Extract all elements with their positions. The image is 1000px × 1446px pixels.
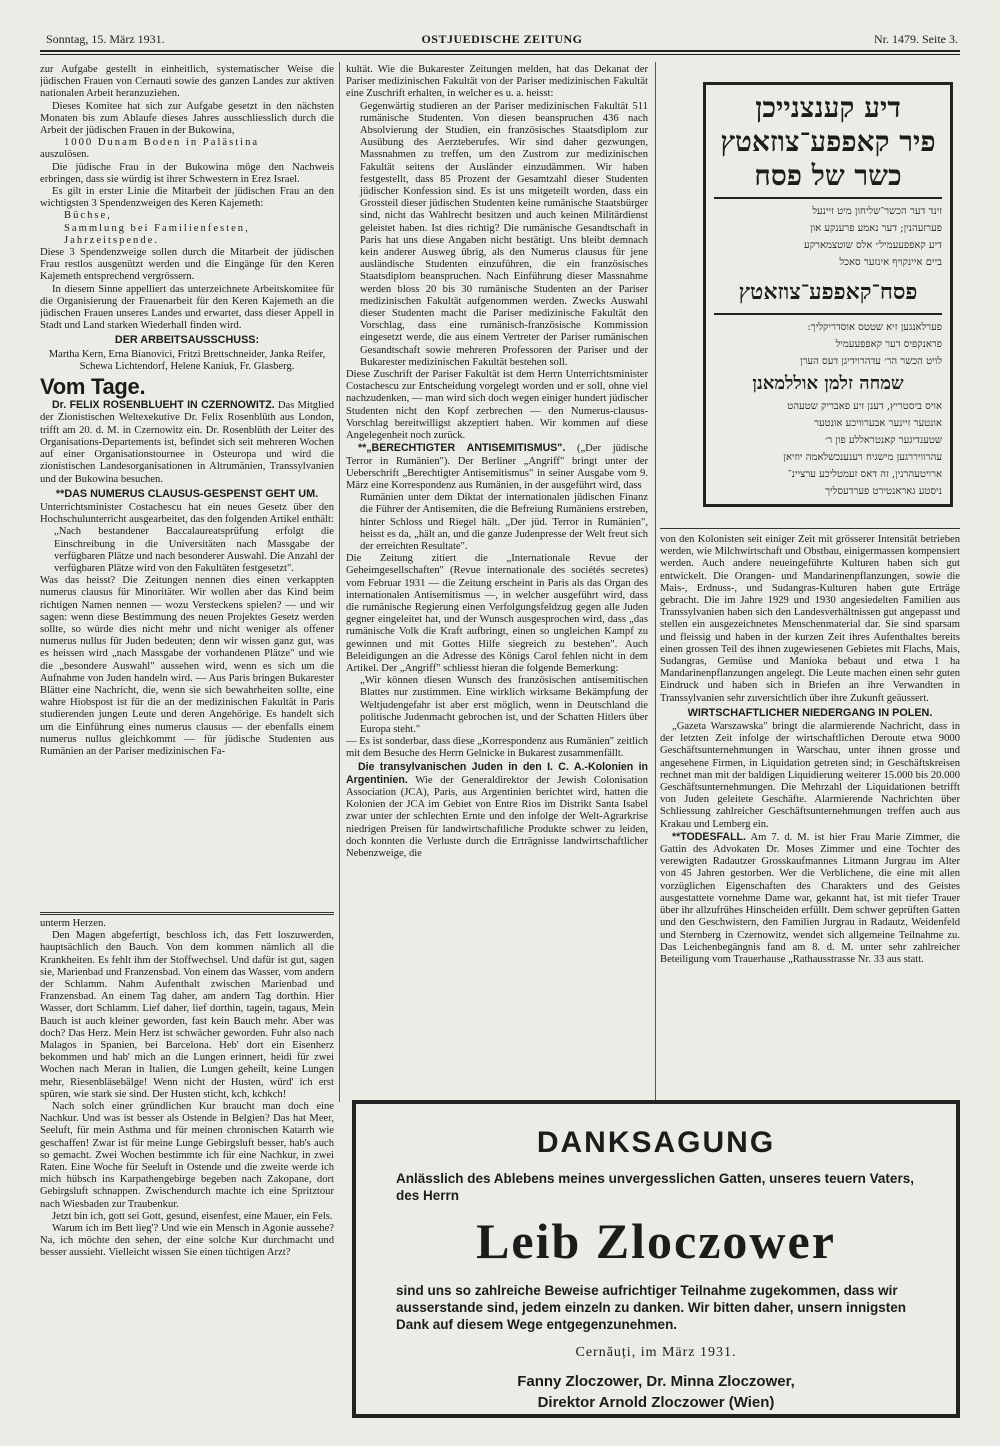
column-2 <box>346 64 648 1094</box>
ad-text: שטענדיגער קאנטראללע פון ר׳ <box>824 435 942 446</box>
ad-text: זינד דער הכשר־שליחון מיט זיינעל <box>812 206 942 217</box>
article-headline: WIRTSCHAFTLICHER NIEDERGANG IN POLEN. <box>687 706 933 719</box>
article-paragraph: auszulösen. <box>40 149 90 161</box>
ad-headline: דיע קענצנייכן <box>755 91 901 124</box>
ad-headline: פיר קאפפע־צוזאטץ <box>720 125 936 158</box>
column-divider-1 <box>339 62 340 1102</box>
ad-subheadline: שמחה זלמן אוללמאנן <box>752 373 904 394</box>
article-paragraph: unterm Herzen. <box>40 918 106 929</box>
ad-text: פראנקפיס דער קאפפעעמיל <box>835 339 942 350</box>
article-headline: **TODESFALL. <box>672 830 746 843</box>
list-item: Jahrzeitspende. <box>64 234 160 246</box>
article-paragraph: Diese Zuschrift der Pariser Fakultät ist dem Herrn Unterrichtsminister Costachescu zur Entscheidung vorgelegt worden und er soll, ohne viel nachzudenken, — man wird sich doch wegen einiger hundert jüdischer Studenten nicht den Kopf zerbrechen — den Numerus-clausus-Vorschlag bereitwilligst akzeptiert haben. Wir kommen auf diese Angelegenheit noch zurück. <box>346 369 648 442</box>
article-body: Das Mitglied der Zionistischen Weltexekutive Dr. Felix Rosenblüth aus London, trifft am 20. d. M. in Czernowitz ein. Dr. Rosenblüth der Leiter des Organisations-Departements ist, befindet sich seit mehreren Wochen auf einer Organisationstournee in Osteuropa und wird die zionistischen Landesorganisationen in Altrumänien, Transsylvanien und der Bukowina besuchen. <box>40 400 334 485</box>
signature-names: Martha Kern, Erna Bianovici, Fritzi Brettschneider, Janka Reifer, Schewa Lichtendorf, Helene Kaniuk, Fr. Glasberg. <box>48 348 326 372</box>
notice-body: sind uns so zahlreiche Beweise aufrichtiger Teilnahme zugekommen, dass wir ausserstande sind, jedem einzeln zu danken. Wir bitten daher, unsern innigsten Dank auf diesem Wege entgegenzunehmen. <box>396 1283 906 1332</box>
article-paragraph: Nach solch einer gründlichen Kur braucht man doch eine Nachkur. Und was ist besser als Ostende in Belgien? Das hat Meer, Seeluft, für mein Asthma und für meinen chronischen Katarrh wie geschaffen! Zwar ist für meine Lunge Gebirgsluft besser, hab's auch so gemacht. Zwei Wochen bestimmte ich für eine Nachkur, in zwei Raten. Eine Woche für Seeluft in Ostende und die zweite werde ich mich hübsch ins Karpathengebirge begeben nach Zakopane, dort Gebirgsluft schnappen. Zwischendurch machte ich eine Spritztour nach Wiesbaden zur Traubenkur. <box>40 1101 334 1210</box>
quote: Rumänien unter dem Diktat der internationalen jüdischen Finanz die Führer der Antisemiten, die die Befreiung Rumäniens erstreben, hinter Schloss und Riegel hält. „Der jüd. Terror in Rumänien", heisst es da, „hält an, und die ganze Judenpresse der Welt freut sich der erreichten Resultate". <box>360 492 648 552</box>
article-paragraph: Was das heisst? Die Zeitungen nennen dies einen verkappten numerus clausus für Minoritäter. Wir wollen aber das Kind beim richtigen Namen nennen — wozu Versteckens spielen? — und wir sagen: wenn diese Bestimmung des neuen Projektes Gesetz werden sollte, so würde dies nicht mehr und nicht weniger als offener numerus nullus für Juden bedeuten; denn wir wissen ganz gut, was es heissen wird „nach Massgabe der vorhandenen Plätze" und wie die „besondere Auswahl" aussehen wird, wenn es sich um die Aufnahme von Juden handeln wird. — Aus Paris bringen Bukarester Blätter eine Nachricht, die, wenn sie sich bewahrheiten sollte, eine wahre Hiobspost ist für die an der medizinischen Fakultät in Paris studierenden jungen Leute und deren Angehörige. Es handelt sich um die Einführung eines numerus clausus — der ebenfalls einem numerus nullus gleichkommt — für jüdische Studenten aus Rumänien an der Pariser medizinischen Fa- <box>40 575 334 757</box>
ad-text: דיע קאפפעעמיל״ אלס שוטצמארקע <box>804 240 942 251</box>
ad-text: ביים איינקויף אינזער סאכל <box>839 257 942 268</box>
article-paragraph: Unterrichtsminister Costachescu hat ein neues Gesetz über den Hochschulunterricht ausgearbeitet, das den folgenden Artikel enthält: <box>40 501 334 526</box>
article-paragraph: 1000 Dunam Boden in Palästina <box>64 137 260 149</box>
ad-subheadline: פסח־קאפפע־צוזאטץ <box>738 279 918 305</box>
ad-text: פערזעהנין; דער נאמע פרענקע און <box>810 223 942 234</box>
article-body: („Der jüdische Terror in Rumänien"). Der Berliner „Angriff" bringt unter der Ueberschrift „Berechtigter Antisemitismus" in seiner Ausgabe vom 9. März eine Korrespondenz aus Rumänien, in der ausgeführt wird, dass <box>346 443 648 491</box>
column-divider-2 <box>655 62 656 1102</box>
masthead: OSTJUEDISCHE ZEITUNG <box>421 32 583 46</box>
quote: „Wir können diesen Wunsch des französischen antisemitischen Blattes nur zustimmen. Eine wirklich wirksame Bekämpfung der Weltjudengefahr ist aber erst möglich, wenn in Deutschland die politische Judenmacht gebrochen ist, und der Schatten Hitlers über Europa steht." <box>360 675 648 735</box>
ad-rule <box>714 197 942 199</box>
notice-title: DANKSAGUNG <box>536 1126 776 1159</box>
article-headline: **„BERECHTIGTER ANTISEMITISMUS". <box>358 442 566 455</box>
article-paragraph: In diesem Sinne appelliert das unterzeichnete Arbeitskomitee für die Organisierung der Frauenarbeit für den Keren Kajemeth an die jüdischen Frauen unseres Landes und erwartet, dass dieser Appell in Stadt und Land starken Wiederhall finden wird. <box>40 283 334 332</box>
ad-text: אויס ביסטריץ, דענן זיע פאבריק שטעהט <box>787 401 942 412</box>
ad-text: לויט הכשר הר׳ עדהרוידיגן דעס הערן <box>799 356 942 367</box>
header-rule <box>40 50 960 55</box>
ad-text: פערלאנגען זיא שטטס אוסדריקליך: <box>807 322 942 333</box>
article-paragraph: Dieses Komitee hat sich zur Aufgabe gesetzt in den nächsten Monaten bis zum Ablaufe dieses Jahres ausschliesslich durch die Arbeit der jüdischen Frauen in der Bukowina, <box>40 100 334 137</box>
article-paragraph: Die Zeitung zitiert die „Internationale Revue der Geheimgesellschaften" (Revue internationale des sociétés secretes) vom Februar 1931 — die Zeitung erscheint in Paris als das Organ des internationalen Antisemitismus —, in welcher ausgeführt wird, dass die rumänische Regierung einen Verfolgungsfeldzug gegen alle Juden gegner eingeleitet hat, und der Wunsch ausgesprochen wird, dass „das rumänische Volk die Kraft aufbringt, einen so ungleichen Kampf zu gewinnen und mit Gottes Hilfe siegreich zu bestehen". Auch Beleidigungen an die Adresse des Königs Carol fehlen nicht in dem Artikel. Der „Angriff" schliesst hieran die folgende Bemerkung: <box>346 553 648 674</box>
hebrew-coffee-ad <box>703 82 953 507</box>
issue-number: Nr. 1479. Seite 3. <box>874 32 958 46</box>
feuilleton-divider <box>40 912 334 915</box>
feuilleton-column <box>40 918 334 1418</box>
article-body: Wie der Generaldirektor der Jewish Colonisation Association (JCA), Paris, aus Argentinien berichtet wird, hatten die Kolonien der JCA im Gebiet von Entre Rios im Distrikt Santa Isabel zwar unter der schlechten Ernte und den infolge der Welt-Agrarkrise niedrigen Preisen für landwirtschaftliche Produkte schwer zu leiden, doch konnten die Verluste durch die Erträgnisse landwirtschaftlicher Nebenzweige, die <box>346 774 648 859</box>
ad-divider <box>660 528 960 529</box>
notice-signature: Direktor Arnold Zloczower (Wien) <box>537 1394 775 1411</box>
ad-text: עהרוויררגען מישגיח רענענכשלאמה יוזיאן <box>783 452 942 463</box>
article-paragraph: Diese 3 Spendenzweige sollen durch die Mitarbeit der jüdischen Frau restlos ausgenützt werden und die Eingänge für den Keren Kajemeth entsprechend vergrössern. <box>40 247 334 283</box>
notice-intro: Anlässlich des Ablebens meines unvergesslichen Gatten, unseres teuern Vaters, des Herrn <box>396 1171 914 1203</box>
article-paragraph: Den Magen abgefertigt, beschloss ich, das Fett loszuwerden, hauptsächlich den Bauch. Von dem kommen nämlich all die Krankheiten. Es fehlt ihm der Stoffwechsel. Und dafür ist gut, sagen sie, Marienbad und Franzensbad. Von einem das Wasser, vom andern der Schlamm. Nahm Aufenthalt zwischen Marienbad und Franzensbad. An einem Tag daher, am andern Tag dorthin. Hier Wasser, dort Schlamm. Lief daher, lief dorthin, tagein, tagaus, Mein Bauch ist auch kleiner geworden, fast kein Bauch mehr. Aber was doch? Das Herz. Mein Herz ist schwächer geworden. Fuhr also nach Malagos in Spanien, bei Barcelona. Heb' dort ein Eisenherz bekommen und hab' mich an die Lungen erinnert, heidi für zwei Wochen nach Meran in Italien, die Lungen geheilt, keine Lungen mehr, Riesenbläsebälge! Wenn nicht der Husten, würd' ich erst spüren, wie stark sie sind. Der Husten sticht, kch, kchkch! <box>40 930 334 1100</box>
list-item: Büchse, <box>64 210 112 222</box>
deceased-name: Leib Zloczower <box>476 1213 836 1269</box>
ad-kosher <box>714 506 942 507</box>
notice-signature: Fanny Zloczower, Dr. Minna Zloczower, <box>517 1373 795 1390</box>
page-header <box>46 30 958 48</box>
ad-text: אונטער זיינער אבערוויכע אונטער <box>814 418 942 429</box>
ad-text: ניסטע גאראנטירט פערדעסליך <box>825 486 942 497</box>
ad-rule <box>714 313 942 315</box>
article-paragraph: Es gilt in erster Linie die Mitarbeit der jüdischen Frau an den wichtigsten 3 Spendenzweigen des Keren Kajemeth: <box>40 186 334 210</box>
article-paragraph: kultät. Wie die Bukarester Zeitungen melden, hat das Dekanat der Pariser medizinischen Fakultät von der Pariser medizinischen Fakultät eine Zuschrift erhalten, in welcher es u. a. heisst: <box>346 64 648 100</box>
article-paragraph: Jetzt bin ich, gott sei Gott, gesund, eisenfest, eine Mauer, ein Fels. <box>52 1210 333 1222</box>
column-1 <box>40 64 334 906</box>
article-paragraph: „Gazeta Warszawska" bringt die alarmierende Nachricht, dass in der letzten Zeit infolge der wirtschaftlichen Deroute etwa 9000 Geschäftsunternehmungen in Warschau, unter ihnen grosse und angesehene Firmen, in Liquidation getreten sind; in Geschäftskreisen rechnet man mit der baldigen Liquidierung weiterer 15.000 bis 20.000 Geschäftsunternehmungen. Die Mehrzahl der Liquidationen betrifft von Juden geleitete Geschäfte. Alarmierende Nachrichten über Schliessung zahlreicher Geschäftsunternehmungen treffen auch aus Krakau und Lemberg ein. <box>660 721 960 830</box>
ad-text: ארויטעהרנין, זה דאס זעמטליכע ערציינ־ <box>787 469 942 480</box>
article-paragraph: zur Aufgabe gestellt in einheitlich, systematischer Weise die jüdischen Frauen von Cernauti sowie des ganzen Landes zur aktiven nationalen Arbeit heranzuziehen. <box>40 64 334 100</box>
quote: Gegenwärtig studieren an der Pariser medizinischen Fakultät 511 rumänische Studenten. Von diesen beanspruchen 436 nach Absolvierung der Studien, ein französisches Staatsdiplom zur Ausübung des Aerzteberufes. Wir sind daher gezwungen, Massnahmen zu treffen, um den Zustrom zur medizinischen Fakultät seitens der Ausländer einzudämmen. Wir haben festgestellt, dass 85 Prozent der Gesamtzahl dieser Studenten jüdischer Konfession sind. Es ist uns mitgeteilt worden, dass ein Grossteil dieser jüdischen Studenten keine rumänische Staatsbürger sind, nicht das Wahlrecht besitzen und auch keinen Militärdienst geleistet haben. Ist dies richtig? Die rumänische Gesandtschaft in Paris hat uns diese Angaben nicht bestätigt. Uns bleibt demnach kein anderer Ausweg übrig, als den Numerus clausus für jene ausländische Studenten einzuführen, die ein französisches Staatsdiplom beanspruchen. Nach Einführung dieser Massnahme werden bloss 20 bis 30 rumänische Studenten an der Pariser medizinischen Fakultät aufgenommen werden. Zwecks Auswahl dieser Studenten macht die Pariser medizinische Fakultät den Vorschlag, dass eine rumänisch-französische Kommission eingesetzt werde, die aus einem Vertreter der Pariser rumänischen Gesandtschaft sowie mehreren Professoren der Pariser und der Bukarester medizinischen Fakultät bestehen soll. <box>360 100 648 368</box>
article-body: Am 7. d. M. ist hier Frau Marie Zimmer, die Gattin des Advokaten Dr. Moses Zimmer und eine Tochter des verewigten Radautzer Grosskaufmannes Litmann Jurgrau im Alter von 45 Jahren gestorben. Wer die Verblichene, die eine mit allen vorzüglichen Eigenschaften des Charakters und des Geistes ausgestattete vornehme Dame war, gekannt hat, ist mit tiefer Trauer über ihr allzufrühes Hinscheiden erfüllt. Dem schwer geprüften Gatten und den Geschwistern, den Familien Jurgrau in Radautz, Weidenfeld und Sternberg in Czernowitz, wendet sich allgemeine Teilnahme zu. Das Leichenbegängnis fand am 8. d. M. unter sehr zahlreicher Beteiligung vom Trauerhause „Rathausstrasse Nr. 33 aus statt. <box>660 831 960 965</box>
article-paragraph: — Es ist sonderbar, dass diese „Korrespondenz aus Rumänien" zeitlich mit dem Besuche des Herrn Gelnicke in Bukarest zusammenfällt. <box>346 736 648 760</box>
article-headline: Dr. FELIX ROSENBLUEHT IN CZERNOWITZ. <box>52 399 275 412</box>
signature-heading: DER ARBEITSAUSSCHUSS: <box>114 334 260 347</box>
notice-place-date: Cernăuți, im März 1931. <box>575 1345 737 1360</box>
danksagung-notice <box>352 1100 960 1418</box>
article-headline: Die transylvanischen Juden in den I. C. A.-Kolonien in Argentinien. <box>346 760 648 786</box>
article-paragraph: Warum ich im Bett lieg'? Und wie ein Mensch in Agonie aussehe? Na, ich möchte den sehen, der eine solche Kur durchmacht und besser aussieht. Vielleicht wissen Sie einen tüchtigen Arzt? <box>40 1223 334 1259</box>
issue-date: Sonntag, 15. März 1931. <box>46 32 165 46</box>
article-headline: **DAS NUMERUS CLAUSUS-GESPENST GEHT UM. <box>55 487 319 500</box>
quote: „Nach bestandener Baccalaureatsprüfung erfolgt die Einschreibung in die Universitäten nach Massgabe der verfügbaren Plätze und nach besonderer Auswahl. Die Anzahl der verfügbaren Plätze wird von den Fakultäten festgesetzt". <box>54 526 334 574</box>
ad-headline: כשר של פסח <box>754 159 902 192</box>
column-3 <box>660 534 960 1092</box>
section-title: Vom Tage. <box>40 374 146 400</box>
article-paragraph: von den Kolonisten seit einiger Zeit mit grösserer Intensität betrieben werden, wie Milchwirtschaft und Obstbau, einigermassen kompensiert werden. Auch andere neueingeführte Kulturen haben sich gut entwickelt. Die Orangen- und Mandarinenpflanzungen, sowie die Mais-, Erdnuss-, und Sudangras-Kulturen haben gute Erträge gebracht. Die im Jahre 1929 und 1930 angesiedelten Familien aus Transsylvanien haben sich den Landesverhältnissen gut angepasst und stellen ein ausgezeichnetes Menschenmaterial dar. Sie sind sparsam und fleissig und haben in der kurzen Zeit ihres Aufenthaltes bereits einen grossen Teil des ihnen zugewiesenen Gebietes mit Flachs, Mais, Sudangras, Gemüse und Manioka bebaut und etwa 1 ha Mandarinenpflanzungen angelegt. Die Leute machen einen sehr guten Eindruck und haben sich in Briefen an ihre Verwandten in Transsylvanien sehr zuversichtlich über ihre Zukunft geäussert. <box>660 534 960 704</box>
article-paragraph: Die jüdische Frau in der Bukowina möge den Nachweis erbringen, dass sie würdig ist ihrer Schwestern in Erez Israel. <box>40 161 334 185</box>
list-item: Sammlung bei Familienfesten, <box>64 222 250 234</box>
